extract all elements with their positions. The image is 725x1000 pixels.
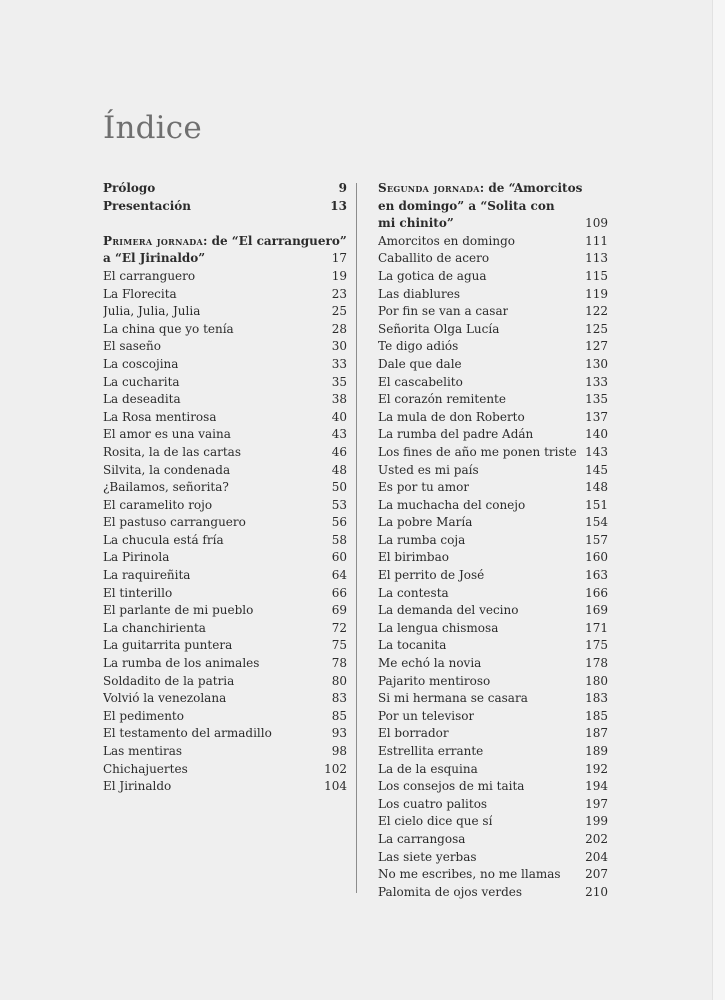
toc-entry-page: 75 [331,638,347,653]
toc-entry-title: Prólogo [103,181,156,195]
toc-entry-title: La coscojina [103,356,179,371]
toc-entry [378,356,608,374]
toc-entry-title: Por un televisor [378,708,475,723]
toc-entry-title: La de la esquina [378,761,478,776]
toc-entry [103,532,347,550]
toc-entry [378,338,608,356]
toc-entry [103,180,347,198]
toc-entry-page: 53 [331,497,347,512]
toc-entry-page: 98 [331,744,347,758]
toc-entry-title: El testamento del armadillo [103,726,272,741]
toc-entry-list [103,268,347,796]
toc-entry-page: 163 [585,568,608,583]
toc-entry [103,602,347,620]
toc-entry-page: 180 [585,673,608,688]
toc-entry-page: 85 [331,708,347,723]
section-heading-line: a “El Jirinaldo” [103,251,206,266]
toc-entry-title: La gotica de agua [378,268,487,283]
toc-entry-page: 19 [331,268,347,283]
toc-entry [378,708,608,726]
toc-entry-page: 169 [585,603,608,618]
section-heading-line: en domingo” a “Solita con [378,198,555,213]
toc-entry [378,866,608,884]
toc-entry-title: Presentación [103,198,192,213]
toc-entry-title: Por fin se van a casar [378,304,509,319]
toc-entry [103,479,347,497]
toc-entry-title: El perrito de José [378,568,485,583]
toc-entry-title: La demanda del vecino [378,603,519,618]
toc-entry-page: 80 [331,673,347,688]
toc-entry-page: 171 [585,620,608,635]
toc-entry-title: La rumba coja [378,532,466,547]
toc-entry-page: 60 [331,550,347,565]
toc-entry [378,620,608,638]
toc-entry [378,549,608,567]
toc-entry-title: Si mi hermana se casara [378,691,528,706]
toc-entry-page: 104 [324,779,347,794]
toc-entry-page: 160 [585,550,608,565]
toc-entry [103,198,347,216]
toc-entry-title: Julia, Julia, Julia [103,304,201,319]
toc-entry [103,673,347,691]
toc-entry [103,303,347,321]
toc-entry-page: 143 [585,444,608,459]
toc-entry-title: La pobre María [378,515,473,530]
toc-entry-page: 111 [585,233,608,248]
toc-entry [103,391,347,409]
toc-entry-title: El birimbao [378,550,449,565]
toc-entry-title: El cascabelito [378,374,463,389]
toc-entry-page: 175 [585,638,608,653]
toc-entry-page: 178 [585,656,608,671]
toc-entry [378,585,608,603]
section-page-number: 17 [331,251,347,266]
toc-entry-title: Me echó la novia [378,656,482,671]
toc-entry-title: Los cuatro palitos [378,796,488,811]
toc-entry [378,250,608,268]
toc-entry [378,426,608,444]
toc-entry [378,479,608,497]
toc-entry-page: 78 [331,656,347,671]
toc-entry [378,655,608,673]
toc-entry [103,743,347,761]
toc-entry-title: La Florecita [103,286,177,301]
toc-entry-page: 83 [331,691,347,706]
toc-entry-title: Los fines de año me ponen triste [378,444,577,459]
toc-entry-title: Rosita, la de las cartas [103,444,241,459]
toc-entry-title: La chucula está fría [103,532,224,547]
toc-entry-title: La contesta [378,585,449,600]
section-heading-line: mi chinito” [378,216,454,231]
toc-entry-page: 40 [331,409,347,424]
toc-entry-title: El caramelito rojo [103,497,213,512]
toc-entry-title: La tocanita [378,638,447,653]
toc-entry-page: 69 [331,603,347,618]
toc-entry [378,374,608,392]
toc-entry [378,673,608,691]
toc-entry-page: 133 [585,374,608,389]
toc-entry [378,268,608,286]
toc-entry-page: 115 [585,268,608,283]
toc-entry [378,303,608,321]
toc-entry-page: 194 [585,779,608,794]
toc-entry [378,462,608,480]
toc-entry-title: El tinterillo [103,585,173,600]
toc-entry-title: Volvió la venezolana [103,691,227,706]
toc-entry [103,567,347,585]
toc-entry-page: 43 [331,427,347,442]
toc-entry-title: La rumba del padre Adán [378,427,534,442]
toc-entry [103,268,347,286]
toc-entry-page: 187 [585,726,608,741]
toc-entry-page: 183 [585,691,608,706]
toc-entry-title: El corazón remitente [378,392,506,407]
toc-entry-title: La carrangosa [378,831,466,846]
toc-entry-page: 145 [585,462,608,477]
toc-entry-title: Pajarito mentiroso [378,673,491,688]
toc-entry-title: La raquireñita [103,568,191,583]
toc-entry-page: 46 [331,444,347,459]
toc-entry [103,321,347,339]
toc-entry-page: 166 [585,585,608,600]
toc-entry-title: La lengua chismosa [378,620,499,635]
toc-entry-title: El pastuso carranguero [103,515,246,530]
toc-entry-title: Palomita de ojos verdes [378,884,523,899]
toc-entry-page: 28 [331,321,347,336]
toc-entry-title: Caballito de acero [378,251,490,266]
toc-entry [378,409,608,427]
toc-entry-title: Silvita, la condenada [103,462,231,477]
toc-entry [103,426,347,444]
toc-entry-page: 122 [585,304,608,319]
toc-entry-page: 189 [585,744,608,758]
toc-entry-page: 93 [331,726,347,741]
toc-entry-page: 72 [331,620,347,635]
toc-entry-page: 140 [585,427,608,442]
toc-entry [103,356,347,374]
toc-entry-page: 207 [585,867,608,882]
toc-entry [103,409,347,427]
toc-entry-page: 204 [585,849,608,864]
toc-entry-page: 199 [585,814,608,829]
toc-entry-title: Señorita Olga Lucía [378,321,500,336]
toc-entry-page: 130 [585,356,608,371]
toc-entry-title: Estrellita errante [378,744,484,758]
toc-entry-title: Chichajuertes [103,761,188,776]
toc-entry-page: 102 [324,761,347,776]
toc-entry-title: El cielo dice que sí [378,814,493,829]
section-heading-line: : de “El carranguero” [202,233,347,248]
toc-entry-page: 35 [331,374,347,389]
toc-entry-page: 135 [585,392,608,407]
page-edge [712,0,725,1000]
toc-entry-page: 33 [331,356,347,371]
section-heading-segunda [378,180,608,233]
toc-entry [378,444,608,462]
toc-entry-page: 202 [585,831,608,846]
toc-entry-page: 50 [331,480,347,495]
toc-entry [103,549,347,567]
toc-left-column [103,180,347,796]
section-label: Primera jornada [103,233,203,248]
toc-entry [378,761,608,779]
toc-entry-page: 9 [338,181,347,195]
toc-entry-title: La Pirinola [103,550,170,565]
section-page-number: 109 [585,216,608,231]
toc-entry [378,391,608,409]
toc-entry [378,321,608,339]
toc-entry-title: El carranguero [103,268,196,283]
toc-entry-page: 127 [585,339,608,354]
toc-entry-page: 185 [585,708,608,723]
toc-entry-title: Es por tu amor [378,480,470,495]
toc-entry-title: Dale que dale [378,356,462,371]
toc-entry-page: 64 [331,568,347,583]
toc-right-column [378,180,608,901]
toc-entry [103,585,347,603]
toc-entry [103,725,347,743]
toc-entry-page: 23 [331,286,347,301]
toc-entry-title: Amorcitos en domingo [378,233,515,248]
toc-entry [103,690,347,708]
toc-entry-page: 157 [585,532,608,547]
toc-entry-page: 30 [331,339,347,354]
toc-entry [378,743,608,761]
toc-entry [103,761,347,779]
toc-entry-title: El pedimento [103,708,184,723]
toc-entry [378,567,608,585]
toc-entry-page: 66 [331,585,347,600]
toc-entry [103,462,347,480]
toc-entry [378,286,608,304]
toc-entry [103,286,347,304]
section-heading-primera [103,233,347,268]
toc-entry-title: Las diablures [378,286,461,301]
spacer [103,215,347,233]
toc-entry [378,532,608,550]
toc-entry-title: El Jirinaldo [103,779,172,794]
toc-entry [378,796,608,814]
column-divider [356,183,357,893]
toc-entry [378,831,608,849]
toc-entry [103,497,347,515]
toc-entry-title: La guitarrita puntera [103,638,233,653]
toc-entry-page: 38 [331,392,347,407]
page-title: Índice [103,110,202,146]
toc-entry [103,514,347,532]
toc-entry [103,444,347,462]
toc-entry-page: 13 [330,198,347,213]
toc-entry [378,514,608,532]
toc-entry [103,708,347,726]
toc-entry-page: 197 [585,796,608,811]
toc-entry [378,813,608,831]
toc-entry [103,620,347,638]
toc-entry-title: El borrador [378,726,449,741]
section-heading-line: : de “Amorcitos [479,181,583,195]
toc-entry-page: 25 [331,304,347,319]
toc-entry-title: El parlante de mi pueblo [103,603,254,618]
toc-entry [378,690,608,708]
toc-entry [103,374,347,392]
toc-entry [103,637,347,655]
toc-entry-title: La deseadita [103,392,181,407]
toc-entry-title: El amor es una vaina [103,427,231,442]
toc-entry-page: 137 [585,409,608,424]
toc-entry [378,233,608,251]
toc-entry-title: No me escribes, no me llamas [378,867,561,882]
toc-entry [103,338,347,356]
toc-entry [378,725,608,743]
toc-entry-title: La cucharita [103,374,180,389]
toc-entry-page: 56 [331,515,347,530]
toc-entry-title: La chanchirienta [103,620,206,635]
toc-entry-title: Soldadito de la patria [103,673,235,688]
toc-entry-page: 113 [585,251,608,266]
toc-entry [378,778,608,796]
toc-entry-title: Usted es mi país [378,462,479,477]
toc-entry-page: 192 [585,761,608,776]
toc-entry-page: 210 [585,884,608,899]
toc-entry-title: El saseño [103,339,161,354]
section-label: Segunda jornada [378,181,480,195]
toc-entry-title: ¿Bailamos, señorita? [103,480,229,495]
toc-entry-title: Los consejos de mi taita [378,779,525,794]
toc-entry-title: Te digo adiós [378,339,459,354]
toc-entry-title: Las mentiras [103,744,183,758]
toc-entry-page: 58 [331,532,347,547]
toc-entry-page: 48 [331,462,347,477]
toc-entry-page: 119 [585,286,608,301]
toc-entry-page: 148 [585,480,608,495]
toc-entry [378,637,608,655]
toc-entry-title: La china que yo tenía [103,321,234,336]
toc-entry-title: Las siete yerbas [378,849,477,864]
toc-entry-page: 125 [585,321,608,336]
toc-entry-title: La rumba de los animales [103,656,260,671]
toc-entry [103,655,347,673]
toc-entry-list [378,233,608,902]
toc-entry-page: 154 [585,515,608,530]
toc-entry [378,849,608,867]
toc-entry [378,497,608,515]
toc-entry-title: La Rosa mentirosa [103,409,217,424]
toc-entry-title: La mula de don Roberto [378,409,525,424]
front-matter-list [103,180,347,215]
toc-entry-page: 151 [585,497,608,512]
toc-entry [103,778,347,796]
toc-entry [378,602,608,620]
toc-entry-title: La muchacha del conejo [378,497,526,512]
toc-entry [378,884,608,902]
